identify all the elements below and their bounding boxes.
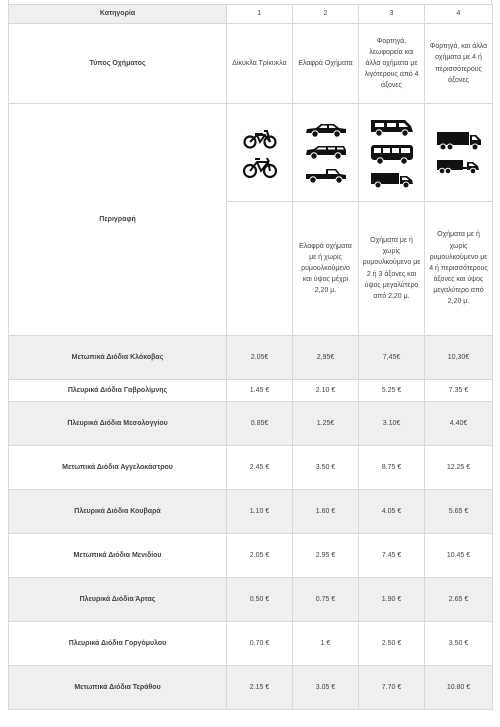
price-cat-1: 2.15 € — [227, 666, 293, 710]
price-cat-1: 1.10 € — [227, 490, 293, 534]
icons-cat-3 — [359, 104, 425, 202]
toll-station-name: Πλευρικά Διόδια Γαβρολίμνης — [9, 380, 227, 402]
category-3: 3 — [359, 5, 425, 24]
category-2: 2 — [293, 5, 359, 24]
toll-station-name: Πλευρικά Διόδια Μεσολογγίου — [9, 402, 227, 446]
price-cat-1: 2.45 € — [227, 446, 293, 490]
price-cat-3: 4.05 € — [359, 490, 425, 534]
category-1: 1 — [227, 5, 293, 24]
table-row — [9, 578, 493, 622]
bus-icon — [369, 143, 415, 165]
price-cat-4: 4.40€ — [425, 402, 493, 446]
price-cat-4: 3.50 € — [425, 622, 493, 666]
camper-van-icon — [369, 117, 415, 137]
table-row — [9, 622, 493, 666]
table-row — [9, 336, 493, 380]
table-row — [9, 402, 493, 446]
toll-station-name: Πλευρικά Διόδια Άρτας — [9, 578, 227, 622]
description-cat-2: Ελαφρά οχήματα με ή χωρίς ρυμουλκούμενο και ύψος μέχρι 2,20 μ. — [293, 202, 359, 336]
vehicle-type-label: Τύπος Οχήματος — [9, 24, 227, 104]
vehicle-type-row — [9, 24, 493, 104]
description-label: Περιγραφή — [9, 104, 227, 336]
price-cat-3: 7.70 € — [359, 666, 425, 710]
toll-station-name: Μετωπικά Διόδια Κλόκοβας — [9, 336, 227, 380]
price-cat-2: 0.75 € — [293, 578, 359, 622]
price-cat-4: 2.65 € — [425, 578, 493, 622]
category-label: Κατηγορία — [9, 5, 227, 24]
price-cat-4: 7.35 € — [425, 380, 493, 402]
table-row — [9, 380, 493, 402]
price-cat-2: 2,95€ — [293, 336, 359, 380]
table-row — [9, 490, 493, 534]
price-cat-4: 12.25 € — [425, 446, 493, 490]
price-cat-3: 1.90 € — [359, 578, 425, 622]
icons-cat-2 — [293, 104, 359, 202]
description-icons-row — [9, 104, 493, 202]
toll-price-table — [8, 4, 493, 710]
price-cat-2: 1.25€ — [293, 402, 359, 446]
vehicle-type-cat-4: Φορτηγά, και άλλα οχήματα με 4 ή περισσότερους άξονες — [425, 24, 493, 104]
motorcycle-icon — [243, 127, 277, 149]
table-row — [9, 534, 493, 578]
icons-cat-4 — [425, 104, 493, 202]
price-cat-3: 7.45 € — [359, 534, 425, 578]
price-cat-2: 1.60 € — [293, 490, 359, 534]
price-cat-3: 3.10€ — [359, 402, 425, 446]
icons-cat-1 — [227, 104, 293, 202]
box-truck-icon — [369, 171, 415, 189]
table-row — [9, 666, 493, 710]
price-cat-4: 10.80 € — [425, 666, 493, 710]
description-cat-3: Οχήματα με ή χωρίς ρυμουλκούμενο με 2 ή 3 άξονες και ύψος μεγαλύτερο από 2,20 μ. — [359, 202, 425, 336]
price-cat-3: 7,45€ — [359, 336, 425, 380]
vehicle-type-cat-3: Φορτηγά, λεωφορεία και άλλα οχήματα με λιγότερους από 4 άξονες — [359, 24, 425, 104]
price-cat-1: 0.70 € — [227, 622, 293, 666]
price-cat-1: 0.85€ — [227, 402, 293, 446]
heavy-truck-icon — [435, 130, 483, 152]
station-wagon-icon — [304, 144, 348, 160]
price-cat-2: 1 € — [293, 622, 359, 666]
table-row — [9, 446, 493, 490]
price-cat-1: 1.45 € — [227, 380, 293, 402]
toll-station-name: Μετωπικά Διόδια Τεράθου — [9, 666, 227, 710]
bicycle-icon — [243, 155, 277, 179]
semi-trailer-truck-icon — [435, 158, 483, 176]
toll-station-name: Πλευρικά Διόδια Κουβαρά — [9, 490, 227, 534]
toll-station-name: Μετωπικά Διόδια Μενιδίου — [9, 534, 227, 578]
price-cat-3: 2.50 € — [359, 622, 425, 666]
toll-station-name: Πλευρικά Διόδια Γοργόμυλου — [9, 622, 227, 666]
pickup-truck-icon — [304, 166, 348, 184]
price-cat-1: 0.50 € — [227, 578, 293, 622]
price-cat-3: 8.75 € — [359, 446, 425, 490]
price-cat-2: 3.50 € — [293, 446, 359, 490]
price-cat-1: 2.05 € — [227, 534, 293, 578]
description-cat-1 — [227, 202, 293, 336]
price-cat-2: 3.05 € — [293, 666, 359, 710]
toll-station-name: Μετωπικά Διόδια Αγγελοκάστρου — [9, 446, 227, 490]
description-cat-4: Οχήματα με ή χωρίς ρυμουλκούμενο με 4 ή περισσότερους άξονες και ύψος μεγαλύτερο από 2,20 μ. — [425, 202, 493, 336]
sedan-car-icon — [304, 122, 348, 138]
price-cat-4: 10,30€ — [425, 336, 493, 380]
price-cat-1: 2.05€ — [227, 336, 293, 380]
category-header-row — [9, 5, 493, 24]
vehicle-type-cat-2: Ελαφρά Οχήματα — [293, 24, 359, 104]
price-cat-2: 2.10 € — [293, 380, 359, 402]
price-cat-3: 5.25 € — [359, 380, 425, 402]
price-cat-4: 5.65 € — [425, 490, 493, 534]
vehicle-type-cat-1: Δίκυκλα Τρίκυκλα — [227, 24, 293, 104]
price-cat-2: 2.95 € — [293, 534, 359, 578]
price-cat-4: 10.45 € — [425, 534, 493, 578]
category-4: 4 — [425, 5, 493, 24]
